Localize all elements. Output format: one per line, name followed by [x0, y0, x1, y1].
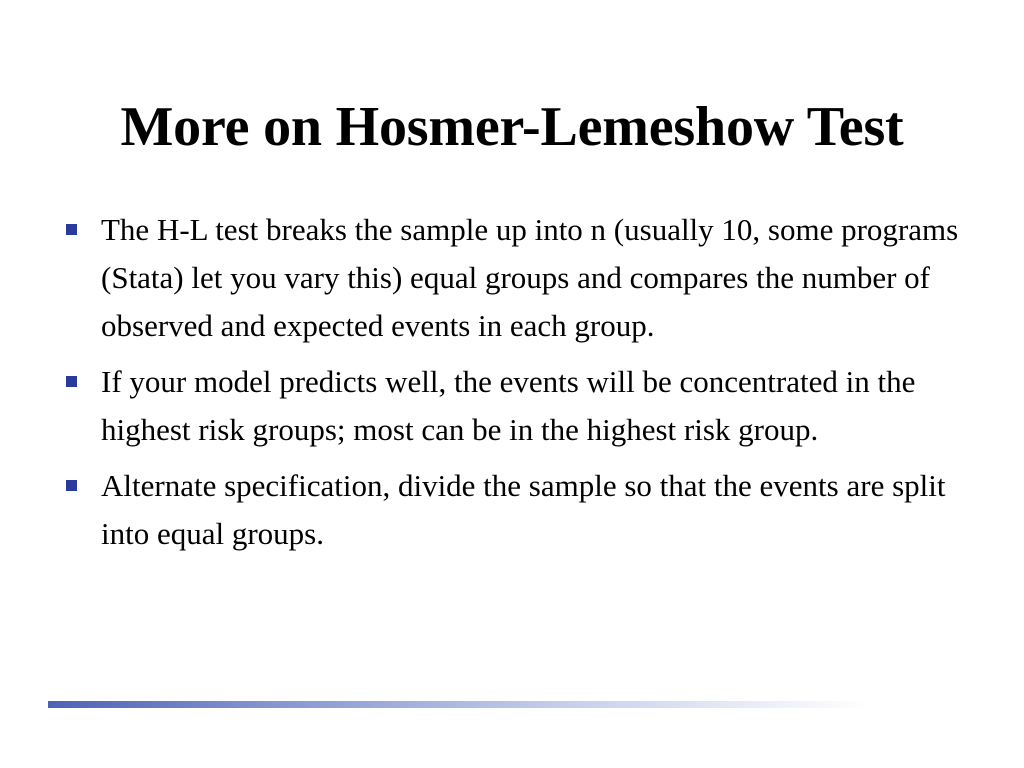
bullet-item	[64, 206, 964, 350]
square-bullet-icon	[66, 376, 77, 387]
slide-title: More on Hosmer-Lemeshow Test	[120, 96, 904, 158]
square-bullet-icon	[66, 224, 77, 235]
bullet-text: If your model predicts well, the events will be concentrated in the highest risk groups; most can be in the highest risk group.	[101, 364, 916, 447]
footer-gradient-bar	[48, 701, 868, 708]
square-bullet-icon	[66, 480, 77, 491]
bullet-list	[64, 206, 964, 566]
bullet-item	[64, 462, 964, 558]
bullet-text: Alternate specification, divide the sample so that the events are split into equal groups.	[101, 468, 946, 551]
bullet-text: The H-L test breaks the sample up into n (usually 10, some programs (Stata) let you vary this) equal groups and compares the number of observed and expected events in each group.	[101, 212, 959, 343]
bullet-item	[64, 358, 964, 454]
